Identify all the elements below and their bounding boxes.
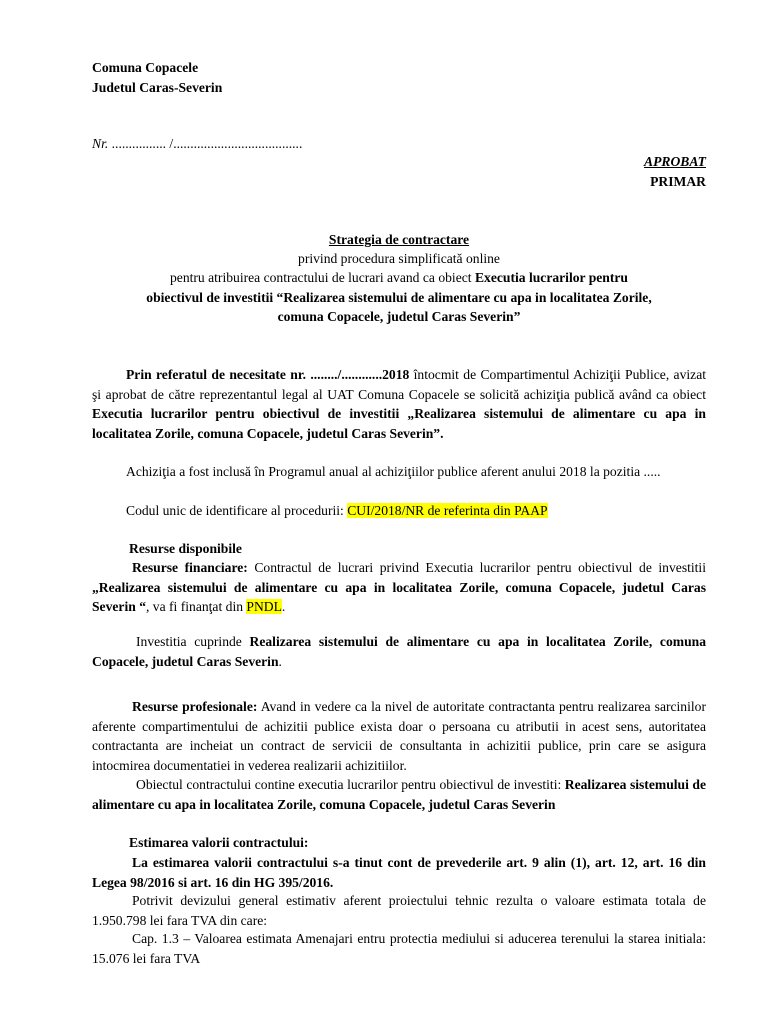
estimate-total-paragraph: Potrivit devizului general estimativ aferent proiectului tehnic rezulta o valoare estimata totala de 1.950.798 lei fara TVA din care: (92, 893, 706, 928)
contract-object-paragraph (92, 775, 706, 814)
intro-object: Executia lucrarilor pentru obiectivul de investitii „Realizarea sistemului de alimentare cu apa in localitatea Zorile, comuna Copacele, judetul Caras Severin”. (92, 406, 706, 441)
title-subline-1: privind procedura simplificată online (298, 251, 500, 266)
unique-code-label: Codul unic de identificare al procedurii: (126, 503, 348, 518)
investment-text: Investitia cuprinde (136, 634, 250, 649)
financial-end: . (281, 599, 286, 614)
intro-text: întocmit de Compartimentul Achiziţii Publice, avizat şi aprobat de către reprezentantul legal al UAT Comuna Copacele se solicită achiziţia publică având ca obiect (92, 367, 706, 402)
resources-heading: Resurse disponibile (129, 541, 242, 556)
intro-paragraph (92, 365, 706, 443)
contract-object-bold: Realizarea sistemului de alimentare cu apa in localitatea Zorile, comuna Copacele, judetul Caras Severin (92, 777, 706, 812)
approved-label: APROBAT (644, 154, 706, 169)
professional-resources-paragraph (92, 697, 706, 775)
title-subline-2 (92, 268, 706, 288)
professional-label: Resurse profesionale: (132, 699, 258, 714)
unique-code-value: CUI/2018/NR de referinta din PAAP (347, 503, 548, 518)
financial-object: „Realizarea sistemului de alimentare cu apa in localitatea Zorile, comuna Copacele, judetul Caras Severin “ (92, 579, 706, 614)
registration-number (92, 134, 302, 154)
county-name: Judetul Caras-Severin (92, 80, 223, 95)
estimate-law-paragraph: La estimarea valorii contractului s-a tinut cont de prevederile art. 9 alin (1), art. 12, art. 16 din Legea 98/2016 si art. 16 din HG 395/2016. (92, 855, 706, 890)
financial-text: Contractul de lucrari privind Executia lucrarilor pentru obiectivul de investitii (247, 560, 706, 575)
title-subline-2-text: pentru atribuirea contractului de lucrari avand ca obiect (169, 270, 475, 285)
title-subline-3: obiectivul de investitii “Realizarea sistemului de alimentare cu apa in localitatea Zorile, (146, 290, 652, 305)
contract-object-text: Obiectul contractului contine executia lucrarilor pentru obiectivul de investiti: (136, 777, 565, 792)
title-subline-4: comuna Copacele, judetul Caras Severin” (277, 309, 521, 324)
program-paragraph: Achiziţia a fost inclusă în Programul anual al achiziţiilor publice aferent anului 2018 la pozitia ..... (126, 464, 661, 479)
financial-text-2: , va fi finanţat din (146, 599, 247, 614)
financial-label: Resurse financiare: (132, 560, 248, 575)
financial-resources-paragraph (92, 558, 706, 617)
commune-name: Comuna Copacele (92, 60, 199, 75)
document-title: Strategia de contractare (328, 232, 470, 247)
title-subline-2-bold: Executia lucrarilor pentru (474, 270, 628, 285)
mayor-label: PRIMAR (650, 174, 706, 189)
funding-source: PNDL (246, 599, 282, 614)
referat-ref: Prin referatul de necesitate nr. ......../............2018 (126, 367, 410, 382)
investment-paragraph (92, 632, 706, 671)
professional-text: Avand in vedere ca la nivel de autoritate contractanta pentru realizarea sarcinilor aferente compartimentului de achizitii publice exista doar o persoana cu atributii in acest sens, autoritatea contractanta are incheiat un contract de servicii de consultanta in achizitii publice, prin care se asigura intocmirea documentatiei in vederea realizarii achizitiilor. (92, 699, 706, 773)
nr-label: Nr. (92, 136, 109, 151)
investment-end: . (278, 653, 282, 669)
estimate-heading: Estimarea valorii contractului: (129, 835, 309, 850)
investment-object: Realizarea sistemului de alimentare cu apa in localitatea Zorile, comuna Copacele, judetul Caras Severin (92, 634, 706, 669)
unique-code-paragraph (92, 501, 706, 521)
nr-value: ................ /...................................... (108, 136, 303, 151)
estimate-chapter-paragraph: Cap. 1.3 – Valoarea estimata Amenajari entru protectia mediului si aducerea terenului la starea initiala: 15.076 lei fara TVA (92, 931, 706, 966)
